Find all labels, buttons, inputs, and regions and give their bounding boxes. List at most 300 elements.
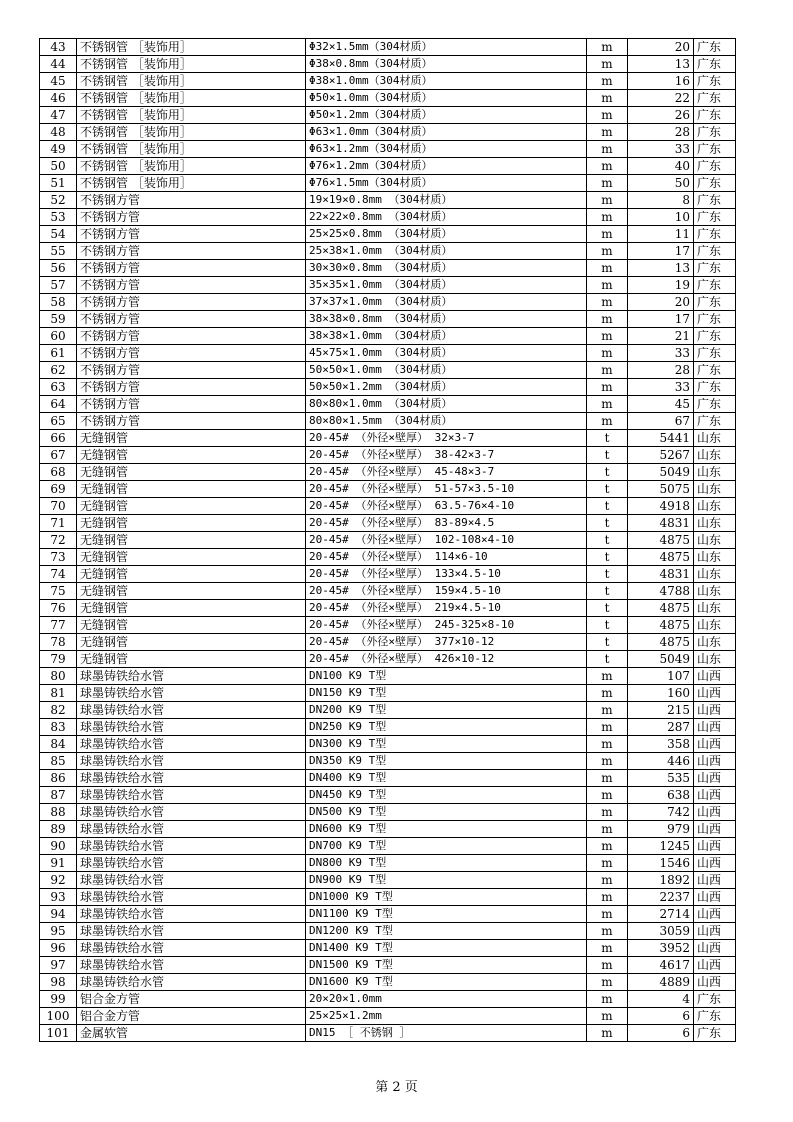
- row-number-cell: 73: [40, 549, 77, 566]
- material-name-cell: 不锈钢管 ［装饰用］: [77, 124, 306, 141]
- specification-cell: 20-45# （外径×壁厚） 426×10-12: [306, 651, 587, 668]
- origin-cell: 广东: [694, 209, 736, 226]
- material-name-cell: 不锈钢方管: [77, 243, 306, 260]
- specification-cell: 20×20×1.0mm: [306, 991, 587, 1008]
- origin-cell: 山东: [694, 634, 736, 651]
- table-row: [40, 362, 736, 379]
- row-number-cell: 53: [40, 209, 77, 226]
- unit-cell: m: [587, 192, 628, 209]
- page-number: 第 2 页: [375, 1080, 418, 1095]
- table-row: [40, 889, 736, 906]
- price-cell: 6: [628, 1025, 694, 1042]
- table-row: [40, 753, 736, 770]
- specification-cell: 38×38×0.8mm （304材质）: [306, 311, 587, 328]
- table-row: [40, 872, 736, 889]
- material-name-cell: 球墨铸铁给水管: [77, 804, 306, 821]
- origin-cell: 山西: [694, 906, 736, 923]
- row-number-cell: 64: [40, 396, 77, 413]
- material-name-cell: 无缝钢管: [77, 464, 306, 481]
- specification-cell: DN350 K9 T型: [306, 753, 587, 770]
- material-name-cell: 球墨铸铁给水管: [77, 719, 306, 736]
- table-row: [40, 1025, 736, 1042]
- unit-cell: m: [587, 90, 628, 107]
- unit-cell: m: [587, 668, 628, 685]
- row-number-cell: 94: [40, 906, 77, 923]
- unit-cell: t: [587, 634, 628, 651]
- specification-cell: 20-45# （外径×壁厚） 102-108×4-10: [306, 532, 587, 549]
- price-cell: 13: [628, 260, 694, 277]
- row-number-cell: 66: [40, 430, 77, 447]
- table-row: [40, 56, 736, 73]
- price-cell: 6: [628, 1008, 694, 1025]
- row-number-cell: 82: [40, 702, 77, 719]
- table-row: [40, 498, 736, 515]
- material-name-cell: 球墨铸铁给水管: [77, 889, 306, 906]
- row-number-cell: 101: [40, 1025, 77, 1042]
- price-cell: 4889: [628, 974, 694, 991]
- price-cell: 215: [628, 702, 694, 719]
- specification-cell: 20-45# （外径×壁厚） 219×4.5-10: [306, 600, 587, 617]
- material-name-cell: 球墨铸铁给水管: [77, 753, 306, 770]
- price-cell: 4788: [628, 583, 694, 600]
- material-name-cell: 无缝钢管: [77, 617, 306, 634]
- specification-cell: Φ63×1.0mm（304材质）: [306, 124, 587, 141]
- unit-cell: m: [587, 158, 628, 175]
- row-number-cell: 68: [40, 464, 77, 481]
- specification-cell: Φ50×1.0mm（304材质）: [306, 90, 587, 107]
- price-cell: 20: [628, 39, 694, 56]
- row-number-cell: 78: [40, 634, 77, 651]
- table-row: [40, 532, 736, 549]
- price-cell: 638: [628, 787, 694, 804]
- table-row: [40, 73, 736, 90]
- material-name-cell: 无缝钢管: [77, 634, 306, 651]
- origin-cell: 广东: [694, 158, 736, 175]
- table-row: [40, 379, 736, 396]
- table-row: [40, 243, 736, 260]
- unit-cell: t: [587, 481, 628, 498]
- table-row: [40, 770, 736, 787]
- price-cell: 13: [628, 56, 694, 73]
- table-row: [40, 345, 736, 362]
- origin-cell: 广东: [694, 379, 736, 396]
- table-row: [40, 515, 736, 532]
- price-cell: 21: [628, 328, 694, 345]
- price-table: [39, 38, 736, 1042]
- unit-cell: m: [587, 226, 628, 243]
- table-row: [40, 260, 736, 277]
- specification-cell: DN1200 K9 T型: [306, 923, 587, 940]
- unit-cell: m: [587, 770, 628, 787]
- price-cell: 5049: [628, 464, 694, 481]
- unit-cell: m: [587, 56, 628, 73]
- specification-cell: DN800 K9 T型: [306, 855, 587, 872]
- unit-cell: m: [587, 940, 628, 957]
- unit-cell: t: [587, 651, 628, 668]
- price-cell: 287: [628, 719, 694, 736]
- row-number-cell: 72: [40, 532, 77, 549]
- origin-cell: 广东: [694, 141, 736, 158]
- table-row: [40, 192, 736, 209]
- row-number-cell: 88: [40, 804, 77, 821]
- material-name-cell: 无缝钢管: [77, 583, 306, 600]
- price-cell: 1245: [628, 838, 694, 855]
- specification-cell: 50×50×1.2mm （304材质）: [306, 379, 587, 396]
- table-row: [40, 787, 736, 804]
- material-name-cell: 无缝钢管: [77, 600, 306, 617]
- price-cell: 33: [628, 141, 694, 158]
- table-row: [40, 736, 736, 753]
- row-number-cell: 71: [40, 515, 77, 532]
- table-row: [40, 430, 736, 447]
- material-name-cell: 不锈钢方管: [77, 260, 306, 277]
- origin-cell: 山西: [694, 787, 736, 804]
- material-name-cell: 不锈钢管 ［装饰用］: [77, 158, 306, 175]
- price-cell: 17: [628, 243, 694, 260]
- origin-cell: 广东: [694, 345, 736, 362]
- table-row: [40, 209, 736, 226]
- table-row: [40, 328, 736, 345]
- row-number-cell: 59: [40, 311, 77, 328]
- table-row: [40, 838, 736, 855]
- material-name-cell: 球墨铸铁给水管: [77, 736, 306, 753]
- origin-cell: 广东: [694, 39, 736, 56]
- price-cell: 19: [628, 277, 694, 294]
- price-cell: 4875: [628, 600, 694, 617]
- unit-cell: t: [587, 617, 628, 634]
- row-number-cell: 89: [40, 821, 77, 838]
- origin-cell: 山西: [694, 872, 736, 889]
- price-cell: 5267: [628, 447, 694, 464]
- specification-cell: Φ76×1.2mm（304材质）: [306, 158, 587, 175]
- material-name-cell: 无缝钢管: [77, 481, 306, 498]
- price-cell: 2714: [628, 906, 694, 923]
- table-row: [40, 396, 736, 413]
- unit-cell: m: [587, 906, 628, 923]
- origin-cell: 广东: [694, 328, 736, 345]
- price-cell: 535: [628, 770, 694, 787]
- origin-cell: 广东: [694, 56, 736, 73]
- specification-cell: 19×19×0.8mm （304材质）: [306, 192, 587, 209]
- price-cell: 1892: [628, 872, 694, 889]
- origin-cell: 山东: [694, 430, 736, 447]
- price-cell: 5049: [628, 651, 694, 668]
- table-row: [40, 651, 736, 668]
- material-name-cell: 不锈钢管 ［装饰用］: [77, 175, 306, 192]
- specification-cell: 20-45# （外径×壁厚） 377×10-12: [306, 634, 587, 651]
- unit-cell: m: [587, 957, 628, 974]
- unit-cell: m: [587, 379, 628, 396]
- price-cell: 11: [628, 226, 694, 243]
- specification-cell: DN15 ［ 不锈钢 ］: [306, 1025, 587, 1042]
- unit-cell: m: [587, 991, 628, 1008]
- specification-cell: 45×75×1.0mm （304材质）: [306, 345, 587, 362]
- specification-cell: DN400 K9 T型: [306, 770, 587, 787]
- material-name-cell: 铝合金方管: [77, 991, 306, 1008]
- specification-cell: 20-45# （外径×壁厚） 159×4.5-10: [306, 583, 587, 600]
- table-row: [40, 583, 736, 600]
- specification-cell: 22×22×0.8mm （304材质）: [306, 209, 587, 226]
- origin-cell: 山东: [694, 515, 736, 532]
- unit-cell: m: [587, 736, 628, 753]
- table-row: [40, 685, 736, 702]
- origin-cell: 广东: [694, 73, 736, 90]
- price-cell: 28: [628, 362, 694, 379]
- table-row: [40, 141, 736, 158]
- specification-cell: DN1100 K9 T型: [306, 906, 587, 923]
- table-row: [40, 906, 736, 923]
- material-name-cell: 不锈钢管 ［装饰用］: [77, 56, 306, 73]
- unit-cell: m: [587, 73, 628, 90]
- unit-cell: m: [587, 362, 628, 379]
- price-cell: 4875: [628, 634, 694, 651]
- material-name-cell: 不锈钢方管: [77, 277, 306, 294]
- table-row: [40, 294, 736, 311]
- price-cell: 45: [628, 396, 694, 413]
- row-number-cell: 62: [40, 362, 77, 379]
- price-cell: 4617: [628, 957, 694, 974]
- price-cell: 4875: [628, 617, 694, 634]
- specification-cell: Φ63×1.2mm（304材质）: [306, 141, 587, 158]
- specification-cell: DN250 K9 T型: [306, 719, 587, 736]
- row-number-cell: 91: [40, 855, 77, 872]
- row-number-cell: 55: [40, 243, 77, 260]
- table-row: [40, 481, 736, 498]
- unit-cell: m: [587, 974, 628, 991]
- material-name-cell: 不锈钢方管: [77, 192, 306, 209]
- price-cell: 8: [628, 192, 694, 209]
- material-name-cell: 无缝钢管: [77, 447, 306, 464]
- price-cell: 33: [628, 345, 694, 362]
- table-row: [40, 617, 736, 634]
- row-number-cell: 93: [40, 889, 77, 906]
- material-name-cell: 不锈钢方管: [77, 226, 306, 243]
- material-name-cell: 不锈钢管 ［装饰用］: [77, 141, 306, 158]
- price-cell: 5075: [628, 481, 694, 498]
- material-name-cell: 无缝钢管: [77, 566, 306, 583]
- material-name-cell: 球墨铸铁给水管: [77, 974, 306, 991]
- origin-cell: 山西: [694, 770, 736, 787]
- price-cell: 446: [628, 753, 694, 770]
- table-row: [40, 311, 736, 328]
- specification-cell: DN100 K9 T型: [306, 668, 587, 685]
- price-cell: 4: [628, 991, 694, 1008]
- table-row: [40, 549, 736, 566]
- material-name-cell: 球墨铸铁给水管: [77, 821, 306, 838]
- price-cell: 5441: [628, 430, 694, 447]
- table-row: [40, 634, 736, 651]
- table-row: [40, 158, 736, 175]
- table-row: [40, 90, 736, 107]
- specification-cell: DN300 K9 T型: [306, 736, 587, 753]
- row-number-cell: 83: [40, 719, 77, 736]
- table-row: [40, 1008, 736, 1025]
- origin-cell: 广东: [694, 362, 736, 379]
- unit-cell: m: [587, 345, 628, 362]
- origin-cell: 广东: [694, 90, 736, 107]
- unit-cell: m: [587, 787, 628, 804]
- unit-cell: m: [587, 294, 628, 311]
- origin-cell: 山东: [694, 464, 736, 481]
- specification-cell: Φ32×1.5mm（304材质）: [306, 39, 587, 56]
- material-name-cell: 不锈钢管 ［装饰用］: [77, 39, 306, 56]
- row-number-cell: 61: [40, 345, 77, 362]
- specification-cell: 35×35×1.0mm （304材质）: [306, 277, 587, 294]
- row-number-cell: 81: [40, 685, 77, 702]
- specification-cell: 20-45# （外径×壁厚） 63.5-76×4-10: [306, 498, 587, 515]
- unit-cell: m: [587, 1025, 628, 1042]
- unit-cell: t: [587, 430, 628, 447]
- specification-cell: DN200 K9 T型: [306, 702, 587, 719]
- table-row: [40, 957, 736, 974]
- material-name-cell: 无缝钢管: [77, 549, 306, 566]
- origin-cell: 山西: [694, 821, 736, 838]
- table-row: [40, 447, 736, 464]
- specification-cell: DN500 K9 T型: [306, 804, 587, 821]
- material-name-cell: 无缝钢管: [77, 532, 306, 549]
- specification-cell: Φ38×0.8mm（304材质）: [306, 56, 587, 73]
- price-cell: 28: [628, 124, 694, 141]
- origin-cell: 广东: [694, 311, 736, 328]
- row-number-cell: 95: [40, 923, 77, 940]
- specification-cell: 25×25×1.2mm: [306, 1008, 587, 1025]
- row-number-cell: 45: [40, 73, 77, 90]
- material-name-cell: 球墨铸铁给水管: [77, 872, 306, 889]
- price-cell: 22: [628, 90, 694, 107]
- material-name-cell: 不锈钢管 ［装饰用］: [77, 73, 306, 90]
- row-number-cell: 65: [40, 413, 77, 430]
- material-name-cell: 球墨铸铁给水管: [77, 770, 306, 787]
- row-number-cell: 46: [40, 90, 77, 107]
- row-number-cell: 79: [40, 651, 77, 668]
- specification-cell: 20-45# （外径×壁厚） 51-57×3.5-10: [306, 481, 587, 498]
- origin-cell: 山西: [694, 838, 736, 855]
- origin-cell: 山东: [694, 600, 736, 617]
- unit-cell: m: [587, 753, 628, 770]
- specification-cell: 20-45# （外径×壁厚） 45-48×3-7: [306, 464, 587, 481]
- price-cell: 358: [628, 736, 694, 753]
- origin-cell: 广东: [694, 277, 736, 294]
- table-row: [40, 668, 736, 685]
- table-row: [40, 413, 736, 430]
- row-number-cell: 60: [40, 328, 77, 345]
- origin-cell: 广东: [694, 175, 736, 192]
- price-cell: 10: [628, 209, 694, 226]
- specification-cell: Φ76×1.5mm（304材质）: [306, 175, 587, 192]
- table-row: [40, 974, 736, 991]
- origin-cell: 山东: [694, 532, 736, 549]
- origin-cell: 山东: [694, 617, 736, 634]
- unit-cell: t: [587, 549, 628, 566]
- origin-cell: 山西: [694, 753, 736, 770]
- material-name-cell: 不锈钢方管: [77, 311, 306, 328]
- specification-cell: DN150 K9 T型: [306, 685, 587, 702]
- origin-cell: 广东: [694, 294, 736, 311]
- unit-cell: m: [587, 328, 628, 345]
- origin-cell: 山东: [694, 566, 736, 583]
- specification-cell: 20-45# （外径×壁厚） 114×6-10: [306, 549, 587, 566]
- table-row: [40, 719, 736, 736]
- price-cell: 26: [628, 107, 694, 124]
- price-cell: 33: [628, 379, 694, 396]
- origin-cell: 山西: [694, 974, 736, 991]
- row-number-cell: 48: [40, 124, 77, 141]
- row-number-cell: 52: [40, 192, 77, 209]
- specification-cell: DN450 K9 T型: [306, 787, 587, 804]
- specification-cell: DN900 K9 T型: [306, 872, 587, 889]
- unit-cell: m: [587, 719, 628, 736]
- specification-cell: DN1500 K9 T型: [306, 957, 587, 974]
- material-name-cell: 球墨铸铁给水管: [77, 702, 306, 719]
- material-name-cell: 不锈钢管 ［装饰用］: [77, 107, 306, 124]
- specification-cell: DN1400 K9 T型: [306, 940, 587, 957]
- unit-cell: m: [587, 107, 628, 124]
- material-name-cell: 无缝钢管: [77, 515, 306, 532]
- material-name-cell: 球墨铸铁给水管: [77, 668, 306, 685]
- origin-cell: 广东: [694, 192, 736, 209]
- origin-cell: 山西: [694, 702, 736, 719]
- specification-cell: 20-45# （外径×壁厚） 133×4.5-10: [306, 566, 587, 583]
- unit-cell: m: [587, 260, 628, 277]
- unit-cell: m: [587, 1008, 628, 1025]
- unit-cell: m: [587, 413, 628, 430]
- row-number-cell: 57: [40, 277, 77, 294]
- specification-cell: 20-45# （外径×壁厚） 83-89×4.5: [306, 515, 587, 532]
- origin-cell: 广东: [694, 260, 736, 277]
- material-name-cell: 球墨铸铁给水管: [77, 957, 306, 974]
- price-cell: 16: [628, 73, 694, 90]
- row-number-cell: 51: [40, 175, 77, 192]
- row-number-cell: 76: [40, 600, 77, 617]
- material-name-cell: 无缝钢管: [77, 430, 306, 447]
- origin-cell: 山东: [694, 583, 736, 600]
- unit-cell: t: [587, 447, 628, 464]
- price-cell: 979: [628, 821, 694, 838]
- origin-cell: 山西: [694, 940, 736, 957]
- origin-cell: 山西: [694, 957, 736, 974]
- price-cell: 2237: [628, 889, 694, 906]
- table-row: [40, 940, 736, 957]
- specification-cell: 25×38×1.0mm （304材质）: [306, 243, 587, 260]
- material-name-cell: 不锈钢管 ［装饰用］: [77, 90, 306, 107]
- material-name-cell: 不锈钢方管: [77, 362, 306, 379]
- table-row: [40, 855, 736, 872]
- specification-cell: 38×38×1.0mm （304材质）: [306, 328, 587, 345]
- origin-cell: 广东: [694, 413, 736, 430]
- unit-cell: m: [587, 396, 628, 413]
- price-cell: 742: [628, 804, 694, 821]
- material-name-cell: 球墨铸铁给水管: [77, 838, 306, 855]
- table-row: [40, 175, 736, 192]
- price-cell: 3952: [628, 940, 694, 957]
- table-row: [40, 107, 736, 124]
- specification-cell: 50×50×1.0mm （304材质）: [306, 362, 587, 379]
- unit-cell: m: [587, 702, 628, 719]
- row-number-cell: 86: [40, 770, 77, 787]
- origin-cell: 山西: [694, 736, 736, 753]
- table-row: [40, 821, 736, 838]
- specification-cell: 20-45# （外径×壁厚） 38-42×3-7: [306, 447, 587, 464]
- unit-cell: m: [587, 923, 628, 940]
- table-row: [40, 566, 736, 583]
- material-name-cell: 不锈钢方管: [77, 209, 306, 226]
- row-number-cell: 69: [40, 481, 77, 498]
- row-number-cell: 44: [40, 56, 77, 73]
- price-cell: 4875: [628, 549, 694, 566]
- material-name-cell: 无缝钢管: [77, 651, 306, 668]
- row-number-cell: 67: [40, 447, 77, 464]
- origin-cell: 广东: [694, 107, 736, 124]
